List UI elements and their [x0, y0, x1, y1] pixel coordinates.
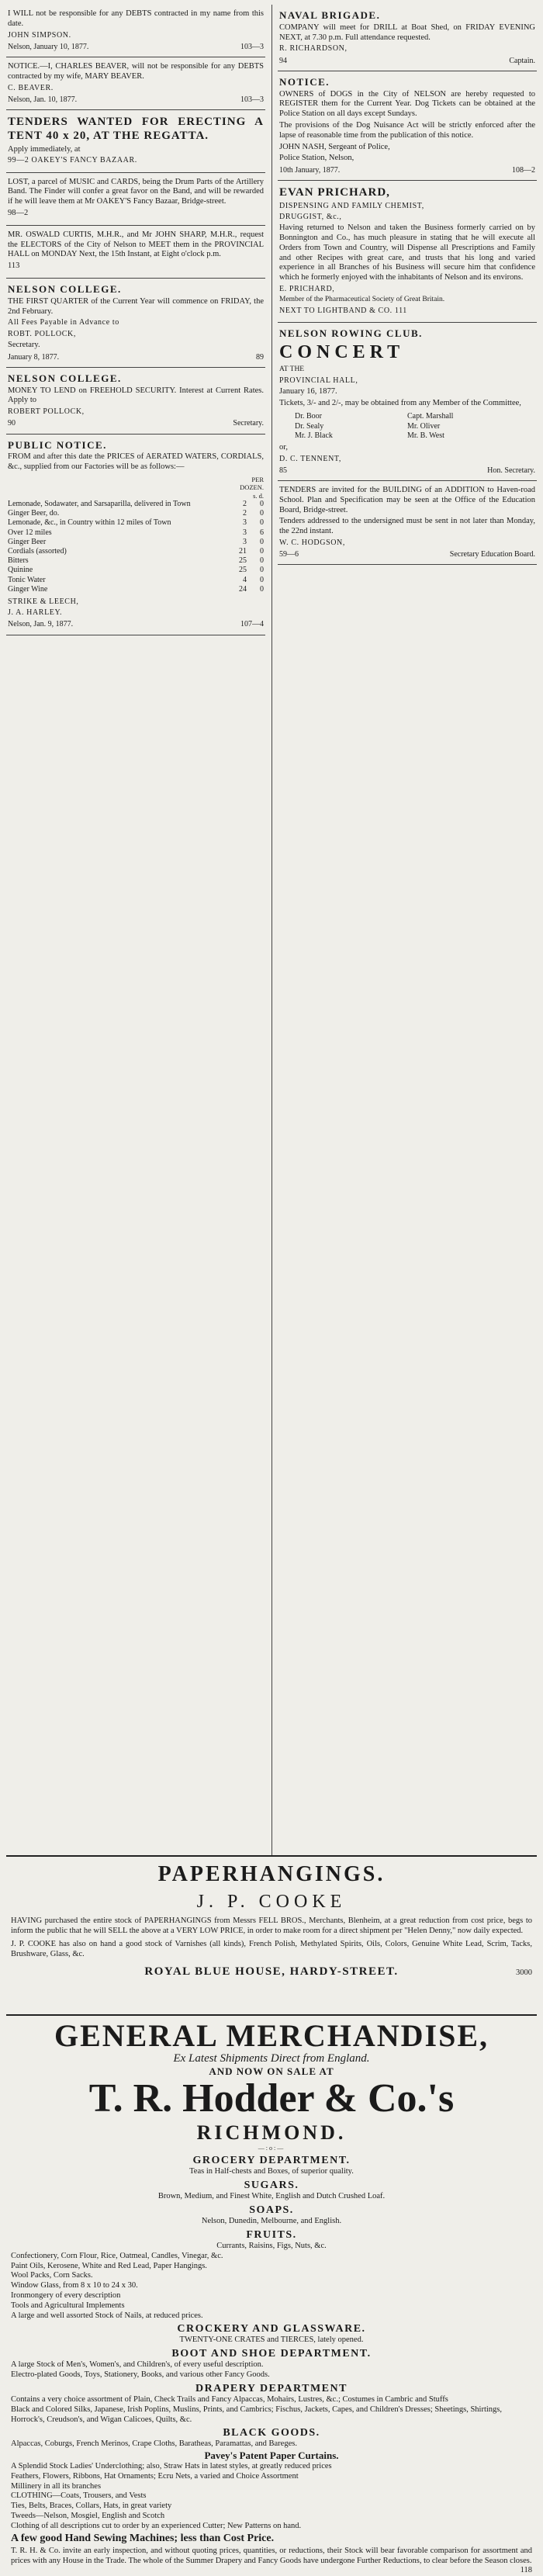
paperhangings-name: J. P. COOKE [196, 1892, 347, 1913]
merch-firm: T. R. Hodder & Co.'s [88, 2076, 455, 2121]
paperhangings-title: PAPERHANGINGS. [157, 1862, 386, 1886]
ad-ref: 103—3 [240, 42, 264, 51]
merch-line: A large Stock of Men's, Women's, and Children's, of every useful description. [11, 2360, 264, 2370]
ad-date: Nelson, Jan. 10, 1877. [8, 95, 78, 104]
price-pence: 0 [260, 584, 264, 594]
ad-signature: D. C. TENNENT, [279, 454, 341, 463]
ad-ref: 89 [256, 352, 264, 362]
ad-fees: All Fees Payable in Advance to [8, 318, 119, 327]
ad-ref: 59—6 [279, 550, 299, 559]
price-item: Lemonade, Sodawater, and Sarsaparilla, delivered in Town [8, 500, 191, 509]
ad-subtitle: DISPENSING AND FAMILY CHEMIST, [279, 201, 424, 210]
merch-line: Nelson, Dunedin, Melbourne, and English. [201, 2217, 342, 2226]
merch-title: GENERAL MERCHANDISE, [54, 2018, 489, 2053]
ad-college-quarter [6, 279, 265, 368]
ad-station: Police Station, Nelson, [279, 154, 355, 163]
merch-line: CLOTHING—Coats, Trousers, and Vests [11, 2491, 147, 2501]
committee-member: Mr. J. Black [295, 431, 333, 440]
price-row [8, 509, 264, 518]
ad-text-2: Tenders addressed to the undersigned must be sent in not later than Monday, the 22nd instant. [279, 517, 535, 536]
price-pence: 0 [260, 556, 264, 566]
ad-signature: JOHN NASH, Sergeant of Police, [279, 142, 390, 151]
price-item: Quinine [8, 566, 33, 575]
ad-signature: E. PRICHARD, [279, 284, 335, 293]
sewing-machines: A few good Hand Sewing Machines; less than Cost Price. [11, 2532, 275, 2544]
price-row [8, 556, 264, 566]
ad-signature: W. C. HODGSON, [279, 538, 345, 548]
ad-tenders-school [278, 481, 537, 565]
ad-signature: JOHN SIMPSON. [8, 30, 71, 40]
price-pence: 0 [260, 566, 264, 575]
ad-college-money [6, 368, 265, 435]
sugars-heading: SUGARS. [244, 2180, 299, 2192]
crockery-heading: CROCKERY AND GLASSWARE. [177, 2323, 366, 2335]
ad-heading: NOTICE. [279, 75, 330, 88]
ad-footer: 99—2 OAKEY'S FANCY BAZAAR. [8, 156, 137, 165]
price-col-sd: s. d. [253, 491, 264, 500]
price-shillings: 3 [243, 518, 247, 528]
price-shillings: 21 [239, 547, 247, 556]
merch-line: Teas in Half-chests and Boxes, of superior quality. [189, 2167, 354, 2176]
left-column [6, 5, 265, 1855]
right-column [278, 5, 537, 1855]
ad-text: LOST, a parcel of MUSIC and CARDS, being the Drum Parts of the Artillery Band. The Finder will confer a great favor on the Band, and will be rewarded if he will leave them at Mr OAKEY'S Fancy Bazaar, Bridge-street. [8, 177, 264, 206]
ad-heading: NELSON COLLEGE. [8, 282, 122, 295]
ad-title: TENDERS WANTED FOR ERECTING A TENT 40 x 20, AT THE REGATTA. [8, 115, 264, 143]
ad-ref: 107—4 [240, 620, 264, 629]
ad-title-line: Secretary. [233, 419, 264, 428]
merch-subtitle: Ex Latest Shipments Direct from England. [173, 2052, 370, 2065]
ad-curtis-sharp [6, 226, 265, 279]
merch-now: AND NOW ON SALE AT [209, 2065, 334, 2078]
black-goods-heading: BLACK GOODS. [223, 2427, 320, 2439]
merch-line: Ties, Belts, Braces, Collars, Hats, in great variety [11, 2502, 172, 2511]
merch-line: Millinery in all its branches [11, 2481, 102, 2491]
ad-heading: PUBLIC NOTICE. [8, 438, 107, 451]
price-item: Ginger Wine [8, 584, 48, 594]
ad-ref: 90 [8, 419, 16, 428]
merch-line: Contains a very choice assortment of Plain, Check Trails and Fancy Alpaccas, Mohairs, Lustres, &c.; Costumes in Cambric and Stuffs [11, 2394, 448, 2404]
grocery-heading: GROCERY DEPARTMENT. [192, 2155, 351, 2167]
ad-date: 10th January, 1877. [279, 166, 341, 175]
price-item: Tonic Water [8, 575, 46, 584]
ad-tenders-tent [6, 110, 265, 173]
merch-closing: T. R. H. & Co. invite an early inspection, and without quoting prices, quantities, or reductions, their Stock will bear favorable comparison for assortment and prices with any House in the Trade. The whole of the Summer Drapery and Fancy Goods have undergone Further Reductions, to clear before the Season closes. [11, 2546, 532, 2565]
concert-title: CONCERT [279, 341, 405, 362]
drapery-heading: DRAPERY DEPARTMENT [195, 2382, 348, 2394]
ad-paperhangings [6, 1855, 537, 2016]
merch-line: Ironmongery of every description [11, 2290, 121, 2300]
merch-line: A large and well assorted Stock of Nails, at reduced prices. [11, 2311, 203, 2320]
ad-ref: 94 [279, 56, 287, 65]
price-pence: 6 [260, 528, 264, 537]
concert-at: AT THE [279, 365, 305, 373]
classified-columns [6, 5, 537, 1855]
paperhangings-ref: 3000 [516, 1968, 532, 1977]
price-shillings: 3 [243, 537, 247, 546]
price-row [8, 585, 264, 594]
ad-text: MONEY TO LEND on FREEHOLD SECURITY. Interest at Current Rates. Apply to [8, 386, 264, 405]
ad-text: Having returned to Nelson and taken the Business formerly carried on by Bonnington and Co., has much pleasure in stating that he will execute all Orders from Town and Country, will Dispense all Prescriptions and Family and other Recipes with great care, and trusts that his long and varied experience in all Branches of his Business will secure him that confidence which he formerly enjoyed with the inhabitants of Nelson and its environs. [279, 223, 535, 282]
paperhangings-text-2: J. P. COOKE has also on hand a good stock of Varnishes (all kinds), French Polish, Methylated Spirits, Oils, Colors, Genuine White Lead, Scrim, Tacks, Brushware, Glass, &c. [11, 1940, 532, 1958]
ad-signature: ROBERT POLLOCK, [8, 407, 85, 417]
pavey-lines [11, 2462, 532, 2532]
ad-text-2: The provisions of the Dog Nuisance Act will be strictly enforced after the lapse of reasonable time from the publication of this notice. [279, 121, 535, 140]
ad-title-line: Hon. Secretary. [487, 466, 535, 475]
merch-line: Tweeds—Nelson, Mosgiel, English and Scotch [11, 2512, 165, 2521]
ad-apply: Apply immediately, at [8, 144, 81, 154]
price-table [8, 476, 264, 594]
concert-date: January 16, 1877. [279, 386, 337, 396]
merch-line: Clothing of all descriptions cut to order by an experienced Cutter; New Patterns on hand. [11, 2521, 302, 2530]
price-shillings: 24 [239, 584, 247, 594]
price-row [8, 500, 264, 509]
ad-title-line: Captain. [509, 56, 535, 65]
merch-line: TWENTY-ONE CRATES and TIERCES, lately opened. [179, 2335, 364, 2345]
ad-text: MR. OSWALD CURTIS, M.H.R., and Mr JOHN SHARP, M.H.R., request the ELECTORS of the City of Nelson to MEET them in the PROVINCIAL HALL on MONDAY Next, the 15th Instant, at Eight o'clock p.m. [8, 230, 264, 259]
committee-member: Mr. B. West [407, 431, 444, 440]
ad-general-merchandise [6, 2017, 537, 2575]
ad-member: Member of the Pharmaceutical Society of Great Britain. [279, 296, 445, 304]
price-shillings: 2 [243, 500, 247, 509]
ad-text: THE FIRST QUARTER of the Current Year will commence on FRIDAY, the 2nd February. [8, 296, 264, 316]
committee-member: Capt. Marshall [407, 412, 454, 421]
ad-date: January 8, 1877. [8, 352, 60, 362]
price-row [8, 566, 264, 575]
price-row [8, 518, 264, 528]
ad-signature-2: J. A. HARLEY. [8, 608, 63, 618]
price-pence: 0 [260, 509, 264, 518]
ad-ref: 103—3 [240, 95, 264, 104]
ad-text: NOTICE.—I, CHARLES BEAVER, will not be responsible for any DEBTS contracted by my wife, MARY BEAVER. [8, 61, 264, 81]
committee-member: Mr. Oliver [407, 421, 441, 431]
price-pence: 0 [260, 547, 264, 556]
ad-public-notice [6, 435, 265, 635]
concert-tickets: Tickets, 3/- and 2/-, may be obtained from any Member of the Committee, [279, 398, 521, 407]
ad-heading: NELSON COLLEGE. [8, 372, 122, 384]
ad-rowing-concert [278, 323, 537, 481]
ad-title-line: Secretary. [8, 340, 40, 349]
ad-signature: C. BEAVER. [8, 83, 54, 92]
ad-signature: ROBT. POLLOCK, [8, 329, 76, 338]
ad-heading: NAVAL BRIGADE. [279, 9, 381, 21]
ad-subtitle-2: DRUGGIST, &c., [279, 212, 342, 221]
ad-text: TENDERS are invited for the BUILDING of an ADDITION to Haven-road School. Plan and Specification may be seen at the Office of the Education Board, Bridge-street. [279, 486, 535, 514]
ad-title-line: Secretary Education Board. [449, 550, 535, 559]
ad-ref: 85 [279, 466, 287, 475]
merch-line: Electro-plated Goods, Toys, Stationery, Books, and various other Fancy Goods. [11, 2370, 270, 2380]
ad-notice-beaver [6, 57, 265, 110]
merch-line: Wool Packs, Corn Sacks. [11, 2271, 93, 2280]
merch-place: RICHMOND. [196, 2121, 347, 2144]
ad-title: EVAN PRICHARD, [279, 186, 390, 199]
merch-line: Window Glass, from 8 x 10 to 24 x 30. [11, 2281, 138, 2290]
boot-heading: BOOT AND SHOE DEPARTMENT. [171, 2348, 372, 2360]
price-pence: 0 [260, 537, 264, 546]
ad-lost-parcel [6, 173, 265, 226]
ad-notice-dogs [278, 71, 537, 182]
price-shillings: 25 [239, 566, 247, 575]
ad-signature: STRIKE & LEECH, [8, 597, 79, 606]
ad-ref: 113 [8, 261, 20, 271]
ad-naval-brigade [278, 5, 537, 71]
merch-line: Paint Oils, Kerosene, White and Red Lead, Paper Hangings. [11, 2261, 207, 2270]
committee-member: Dr. Boor [295, 412, 322, 421]
ad-signature: R. RICHARDSON, [279, 44, 348, 54]
price-shillings: 3 [243, 528, 247, 537]
merch-line: Alpaccas, Coburgs, French Merinos, Crape Cloths, Baratheas, Paramattas, and Bareges. [11, 2439, 297, 2449]
divider-ornament: —:o:— [258, 2145, 285, 2152]
ad-ref: 98—2 [8, 208, 29, 217]
paperhangings-text: HAVING purchased the entire stock of PAPERHANGINGS from Messrs FELL BROS., Merchants, Blenheim, at a great reduction from cost price, begs to inform the public that he will SELL the above at a VERY LOW PRICE, in order to make room for a direct shipment per "Helen Denny," now daily expected. [11, 1916, 532, 1936]
fruits-heading: FRUITS. [246, 2228, 297, 2241]
ad-date: Nelson, January 10, 1877. [8, 42, 89, 51]
boot-lines [11, 2360, 532, 2380]
merch-ref: 118 [520, 2566, 532, 2575]
merch-line: Currants, Raisins, Figs, Nuts, &c. [216, 2241, 327, 2250]
price-item: Ginger Beer [8, 537, 47, 546]
ad-footer: NEXT TO LIGHTBAND & CO. 111 [279, 306, 407, 315]
ad-text: FROM and after this date the PRICES of AERATED WATERS, CORDIALS, &c., supplied from our Factories will be as follows:— [8, 452, 264, 472]
price-pence: 0 [260, 500, 264, 509]
merch-line: A Splendid Stock Ladies' Underclothing; also, Straw Hats in latest styles, at greatly reduced prices [11, 2462, 332, 2471]
merch-line: Confectionery, Corn Flour, Rice, Oatmeal, Candles, Vinegar, &c. [11, 2251, 223, 2260]
ad-debts-simpson [6, 5, 265, 57]
ad-text: I WILL not be responsible for any DEBTS contracted in my name from this date. [8, 9, 264, 28]
price-row [8, 528, 264, 538]
price-item: Cordials (assorted) [8, 547, 67, 556]
concert-hall: PROVINCIAL HALL, [279, 376, 358, 385]
price-pence: 0 [260, 575, 264, 584]
price-rows [8, 500, 264, 594]
price-shillings: 4 [243, 575, 247, 584]
ad-date: Nelson, Jan. 9, 1877. [8, 620, 74, 629]
price-col-per: PER [251, 475, 264, 483]
price-pence: 0 [260, 518, 264, 528]
merch-line: Tools and Agricultural Implements [11, 2301, 125, 2310]
merch-line: Black and Colored Silks, Japanese, Irish Poplins, Muslins, Prints, and Cambrics; Fischus, Jackets, Capes, and Children's Dresses; Sheetings, Shirtings, Horrock's, Creudson's, and Wigan Calicoes, Quilts, &c. [11, 2405, 503, 2424]
ad-prichard [278, 181, 537, 322]
ad-heading: NELSON ROWING CLUB. [279, 327, 423, 339]
merch-line: Feathers, Flowers, Ribbons, Hat Ornaments; Ecru Nets, a varied and Choice Assortment [11, 2471, 299, 2481]
soaps-heading: SOAPS. [249, 2204, 294, 2216]
price-col-dozen: DOZEN. [240, 483, 264, 492]
committee-list [279, 410, 535, 443]
drapery-lines [11, 2395, 532, 2425]
merch-line: Brown, Medium, and Finest White, English and Dutch Crushed Loaf. [157, 2192, 386, 2201]
pavey-heading: Pavey's Patent Paper Curtains. [204, 2450, 339, 2462]
committee-member: Dr. Sealy [295, 421, 324, 431]
price-item: Bitters [8, 556, 29, 566]
price-item: Ginger Beer, do. [8, 509, 60, 518]
grocery-lines [11, 2252, 532, 2322]
ad-text: COMPANY will meet for DRILL at Boat Shed, on FRIDAY EVENING NEXT, at 7.30 p.m. Full attendance requested. [279, 23, 535, 42]
price-row [8, 538, 264, 547]
price-item: Lemonade, &c., in Country within 12 miles of Town [8, 518, 171, 528]
price-item: Over 12 miles [8, 528, 52, 537]
price-shillings: 2 [243, 509, 247, 518]
ad-ref: 108—2 [512, 166, 535, 175]
ad-text: OWNERS of DOGS in the City of NELSON are hereby requested to REGISTER them for the Current Year. Dog Tickets can be obtained at the Police Station on all days except Sundays. [279, 89, 535, 119]
price-shillings: 25 [239, 556, 247, 566]
concert-or: or, [279, 442, 288, 452]
paperhangings-address: ROYAL BLUE HOUSE, HARDY-STREET. [144, 1965, 399, 1978]
price-row [8, 576, 264, 585]
price-row [8, 547, 264, 556]
